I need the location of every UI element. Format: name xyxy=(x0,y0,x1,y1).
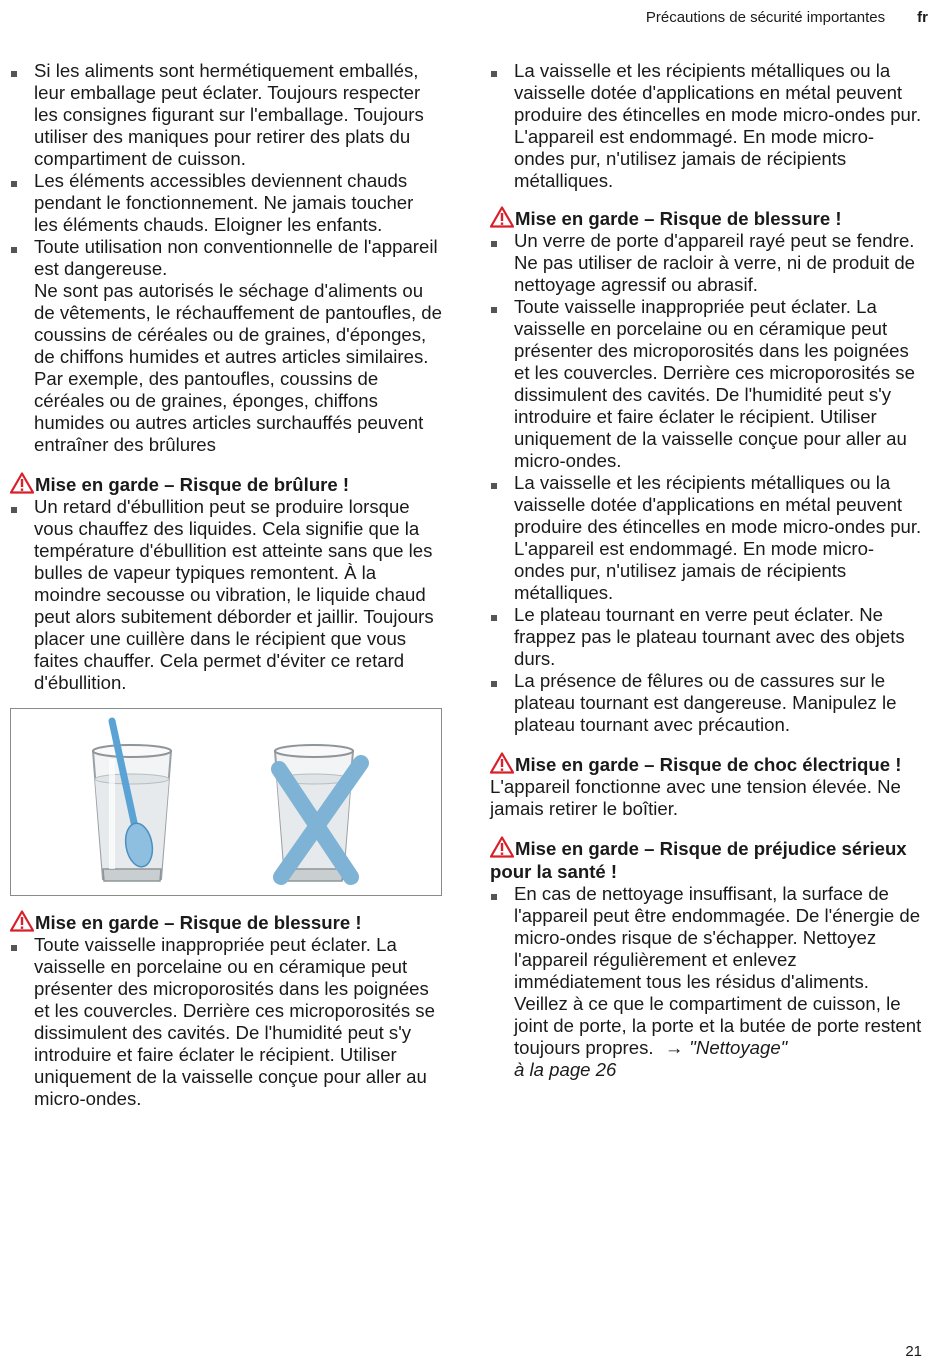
bullet-list xyxy=(490,883,924,1081)
bullet-list xyxy=(10,934,442,1110)
glass-with-spoon-icon xyxy=(93,721,171,881)
warning-triangle-icon xyxy=(490,206,514,228)
bullet-list xyxy=(490,230,924,736)
warning-heading-burn: Mise en garde – Risque de brûlure ! xyxy=(10,472,442,496)
list-item: Toute vaisselle inappropriée peut éclater. La vaisselle en porcelaine ou en céramique peut présenter des microporosités dans les poignées et les couvercles. Derrière ces microporosités se dissimulent des cavités. De l'humidité peut s'y introduire et faire éclater le récipient. Utiliser uniquement de la vaisselle conçue pour aller au micro-ondes. xyxy=(10,934,442,1110)
list-item: Si les aliments sont hermétiquement emballés, leur emballage peut éclater. Toujours respecter les consignes figurant sur l'emballage. Toujours utiliser des maniques pour retirer des plats du compartiment de cuisson. xyxy=(10,60,442,170)
item-text: En cas de nettoyage insuffisant, la surface de l'appareil peut être endommagée. De l'énergie de micro-ondes risque de s'échapper. Nettoyez l'appareil régulièrement et enlevez immédiatement tous les résidus d'aliments. Veillez à ce que le compartiment de cuisson, le joint de porte, la porte et la butée de porte restent toujours propres. xyxy=(514,883,922,1058)
bullet-list xyxy=(10,60,442,456)
warning-triangle-icon xyxy=(10,472,34,494)
bullet-list xyxy=(490,60,924,192)
list-item xyxy=(10,236,442,456)
glass-illustration xyxy=(11,709,441,895)
language-code: fr xyxy=(917,9,928,26)
arrow-right-icon: → xyxy=(664,1037,684,1058)
list-item: Les éléments accessibles deviennent chauds pendant le fonctionnement. Ne jamais toucher les éléments chauds. Eloigner les enfants. xyxy=(10,170,442,236)
cross-reference-page[interactable]: à la page 26 xyxy=(514,1059,617,1080)
right-column xyxy=(490,60,924,1081)
warning-triangle-icon xyxy=(490,836,514,858)
warning-heading-injury: Mise en garde – Risque de blessure ! xyxy=(10,910,442,934)
list-item: La vaisselle et les récipients métalliques ou la vaisselle dotée d'applications en métal peuvent produire des étincelles en mode micro-ondes pur. L'appareil est endommagé. En mode micro-ondes pur, n'utilisez jamais de récipients métalliques. xyxy=(490,60,924,192)
list-item: La vaisselle et les récipients métalliques ou la vaisselle dotée d'applications en métal peuvent produire des étincelles en mode micro-ondes pur. L'appareil est endommagé. En mode micro-ondes pur, n'utilisez jamais de récipients métalliques. xyxy=(490,472,924,604)
bullet-list xyxy=(10,496,442,694)
page-header xyxy=(646,9,928,26)
paragraph: L'appareil fonctionne avec une tension élevée. Ne jamais retirer le boîtier. xyxy=(490,776,901,819)
paragraph: Toute utilisation non conventionnelle de l'appareil est dangereuse. xyxy=(34,236,438,279)
paragraph: Par exemple, des pantoufles, coussins de céréales ou de graines, éponges, chiffons humides ou autres articles surchauffés peuvent entraîner des brûlures xyxy=(34,368,424,455)
warning-triangle-icon xyxy=(10,910,34,932)
left-column xyxy=(10,60,442,1110)
list-item xyxy=(490,883,924,1081)
cross-reference-link[interactable]: "Nettoyage" xyxy=(689,1037,788,1058)
list-item: Le plateau tournant en verre peut éclater. Ne frappez pas le plateau tournant avec des objets durs. xyxy=(490,604,924,670)
warning-heading-health: Mise en garde – Risque de préjudice sérieux pour la santé ! xyxy=(490,838,907,882)
warning-triangle-icon xyxy=(490,752,514,774)
list-item: Un retard d'ébullition peut se produire lorsque vous chauffez des liquides. Cela signifie que la température d'ébullition est atteinte sans que les bulles de vapeur typiques remontent. À la moindre secousse ou vibration, le liquide chaud peut alors subitement déborder et jaillir. Toujours placer une cuillère dans le récipient que vous faites chauffer. Cela permet d'éviter ce retard d'ébullition. xyxy=(10,496,442,694)
illustration-spoon-in-glass xyxy=(10,708,442,896)
warning-heading-injury: Mise en garde – Risque de blessure ! xyxy=(490,206,924,230)
paragraph: Ne sont pas autorisés le séchage d'aliments ou de vêtements, le réchauffement de pantoufles, de coussins de céréales ou de graines, d'éponges, de chiffons humides et autres articles similaires. xyxy=(34,280,442,367)
page-number: 21 xyxy=(905,1343,922,1360)
list-item: Un verre de porte d'appareil rayé peut se fendre. Ne pas utiliser de racloir à verre, ni de produit de nettoyage agressif ou abrasif. xyxy=(490,230,924,296)
warning-heading-shock: Mise en garde – Risque de choc électrique ! xyxy=(490,752,924,776)
list-item: Toute vaisselle inappropriée peut éclater. La vaisselle en porcelaine ou en céramique peut présenter des microporosités dans les poignées et les couvercles. Derrière ces microporosités se dissimulent des cavités. De l'humidité peut s'y introduire et faire éclater le récipient. Utiliser uniquement de la vaisselle conçue pour aller au micro-ondes. xyxy=(490,296,924,472)
list-item: La présence de fêlures ou de cassures sur le plateau tournant est dangereuse. Manipulez le plateau tournant avec précaution. xyxy=(490,670,924,736)
section-title: Précautions de sécurité importantes xyxy=(645,9,886,26)
